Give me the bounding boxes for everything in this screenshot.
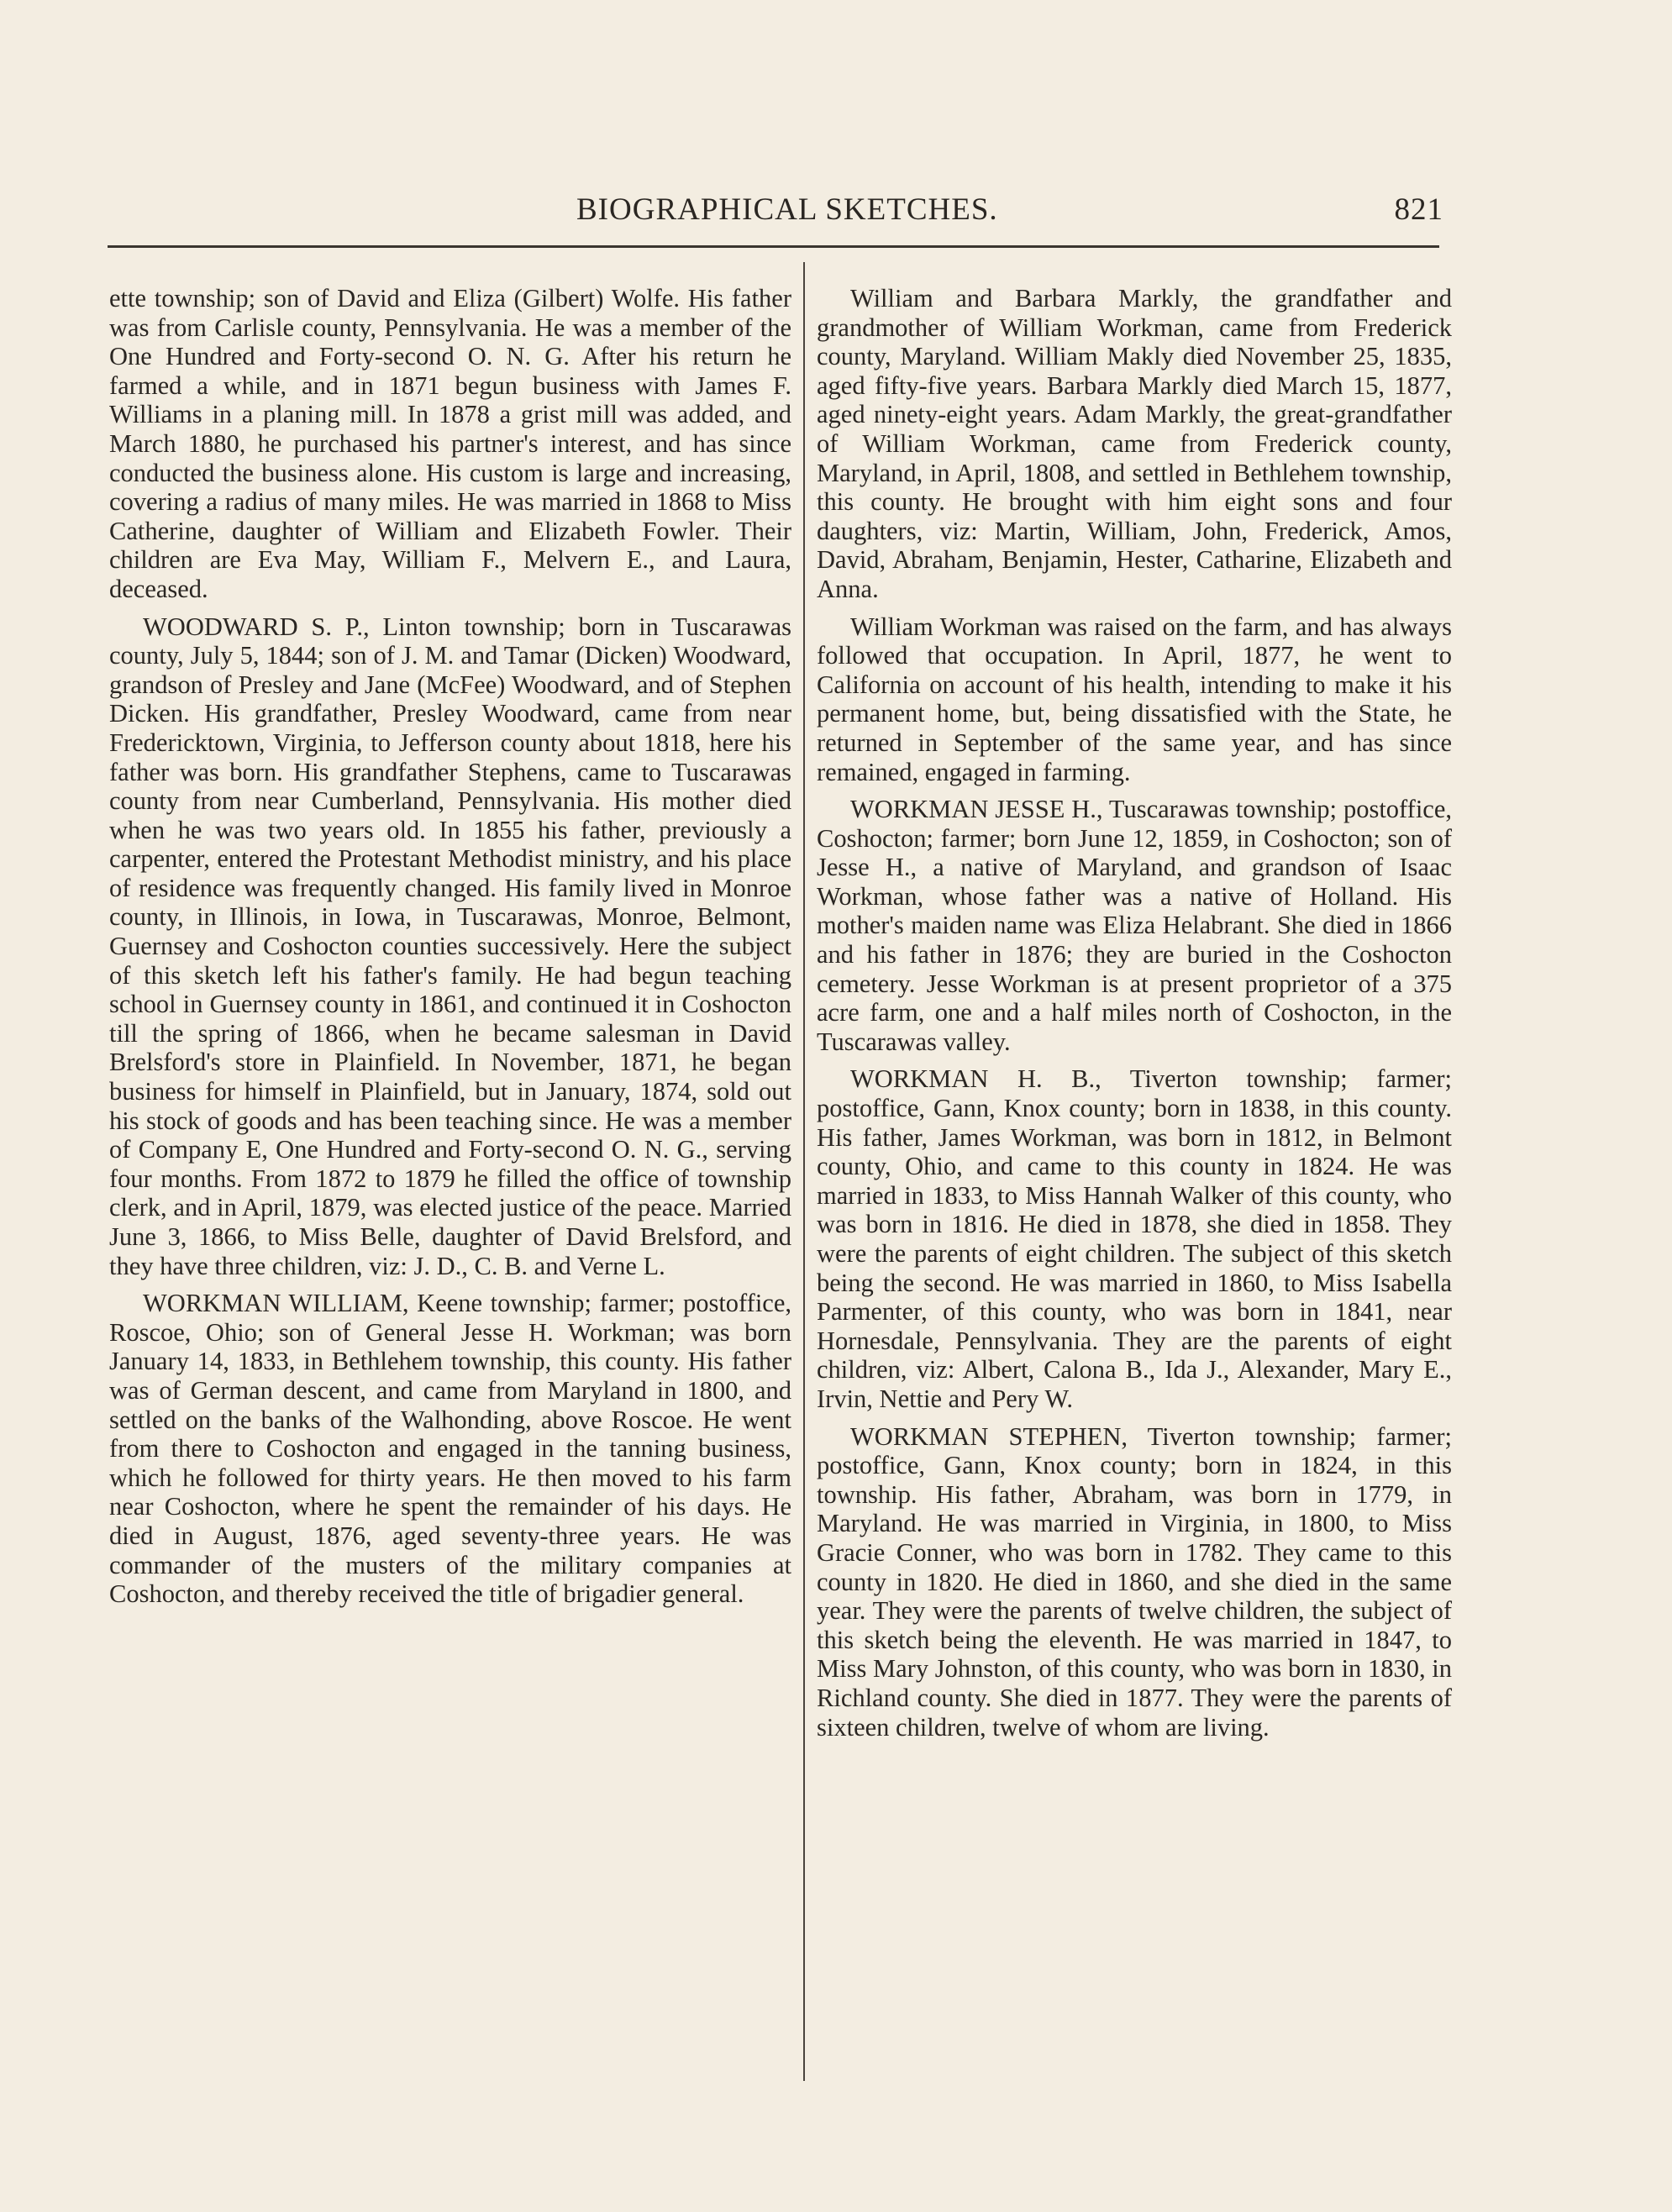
header-rule	[108, 245, 1439, 248]
paragraph-woodward: WOODWARD S. P., Linton township; born in Tuscarawas county, July 5, 1844; son of J. M. and Tamar (Dicken) Woodward, grandson of Presley and Jane (McFee) Woodward, and of Stephen Dicken. His grandfather, Presley Woodward, came from near Fredericktown, Virginia, to Jefferson county about 1818, here his father was born. His grandfather Stephens, came to Tuscarawas county from near Cumberland, Pennsylvania. His mother died when he was two years old. In 1855 his father, previously a carpenter, entered the Protestant Methodist ministry, and his place of residence was frequently changed. His family lived in Monroe county, in Illinois, in Iowa, in Tuscarawas, Monroe, Belmont, Guernsey and Coshocton counties successively. Here the subject of this sketch left his father's family. He had begun teaching school in Guernsey county in 1861, and continued it in Coshocton till the spring of 1866, when he became salesman in David Brelsford's store in Plainfield. In November, 1871, he began business for himself in Plainfield, but in January, 1874, sold out his stock of goods and has been teaching since. He was a member of Company E, One Hundred and Forty-second O. N. G., serving four months. From 1872 to 1879 he filled the office of township clerk, and in April, 1879, was elected justice of the peace. Married June 3, 1866, to Miss Belle, daughter of David Brelsford, and they have three children, viz: J. D., C. B. and Verne L.	[109, 612, 791, 1280]
running-title: BIOGRAPHICAL SKETCHES.	[576, 192, 998, 227]
column-divider	[803, 262, 805, 2081]
left-column	[109, 284, 791, 1609]
paragraph-workman-william: WORKMAN WILLIAM, Keene township; farmer; postoffice, Roscoe, Ohio; son of General Jesse H. Workman; was born January 14, 1833, in Bethlehem township, this county. His father was of German descent, and came from Maryland in 1800, and settled on the banks of the Walhonding, above Roscoe. He went from there to Coshocton and engaged in the tanning business, which he followed for thirty years. He then moved to his farm near Coshocton, where he spent the remainder of his days. He died in August, 1876, aged seventy-three years. He was commander of the musters of the military companies at Coshocton, and thereby received the title of brigadier general.	[109, 1289, 791, 1609]
paragraph-workman-jesse: WORKMAN JESSE H., Tuscarawas township; postoffice, Coshocton; farmer; born June 12, 1859, in Coshocton; son of Jesse H., a native of Maryland, and grandson of Isaac Workman, whose father was a native of Holland. His mother's maiden name was Eliza Helabrant. She died in 1866 and his father in 1876; they are buried in the Coshocton cemetery. Jesse Workman is at present proprietor of a 375 acre farm, one and a half miles north of Coshocton, in the Tuscarawas valley.	[817, 795, 1452, 1056]
paragraph-workman-hb: WORKMAN H. B., Tiverton township; farmer; postoffice, Gann, Knox county; born in 1838, in this county. His father, James Workman, was born in 1812, in Belmont county, Ohio, and came to this county in 1824. He was married in 1833, to Miss Hannah Walker of this county, who was born in 1816. He died in 1878, she died in 1858. They were the parents of eight children. The subject of this sketch being the second. He was married in 1860, to Miss Isabella Parmenter, of this county, who was born in 1841, near Hornesdale, Pennsylvania. They are the parents of eight children, viz: Albert, Calona B., Ida J., Alexander, Mary E., Irvin, Nettie and Pery W.	[817, 1064, 1452, 1413]
page-number: 821	[1394, 192, 1443, 227]
paragraph-markly: William and Barbara Markly, the grandfather and grandmother of William Workman, came from Frederick county, Maryland. William Makly died November 25, 1835, aged fifty-five years. Barbara Markly died March 15, 1877, aged ninety-eight years. Adam Markly, the great-grandfather of William Workman, came from Frederick county, Maryland, in April, 1808, and settled in Bethlehem township, this county. He brought with him eight sons and four daughters, viz: Martin, William, John, Frederick, Amos, David, Abraham, Benjamin, Hester, Catharine, Elizabeth and Anna.	[817, 284, 1452, 603]
paragraph-workman-stephen: WORKMAN STEPHEN, Tiverton township; farmer; postoffice, Gann, Knox county; born in 1824, in this township. His father, Abraham, was born in 1779, in Maryland. He was married in Virginia, in 1800, to Miss Gracie Conner, who was born in 1782. They came to this county in 1820. He died in 1860, and she died in the same year. They were the parents of twelve children, the subject of this sketch being the eleventh. He was married in 1847, to Miss Mary Johnston, of this county, who was born in 1830, in Richland county. She died in 1877. They were the parents of sixteen children, twelve of whom are living.	[817, 1421, 1452, 1742]
right-column	[817, 284, 1452, 1742]
paragraph-william-farming: William Workman was raised on the farm, and has always followed that occupation. In April, 1877, he went to California on account of his health, intending to make it his permanent home, but, being dissatisfied with the State, he returned in September of the same year, and has since remained, engaged in farming.	[817, 612, 1452, 786]
paragraph-wolfe-continued: ette township; son of David and Eliza (Gilbert) Wolfe. His father was from Carlisle county, Pennsylvania. He was a member of the One Hundred and Forty-second O. N. G. After his return he farmed a while, and in 1871 begun business with James F. Williams in a planing mill. In 1878 a grist mill was added, and March 1880, he purchased his partner's interest, and has since conducted the business alone. His custom is large and increasing, covering a radius of many miles. He was married in 1868 to Miss Catherine, daughter of William and Elizabeth Fowler. Their children are Eva May, William F., Melvern E., and Laura, deceased.	[109, 284, 791, 603]
running-header	[108, 192, 1443, 234]
